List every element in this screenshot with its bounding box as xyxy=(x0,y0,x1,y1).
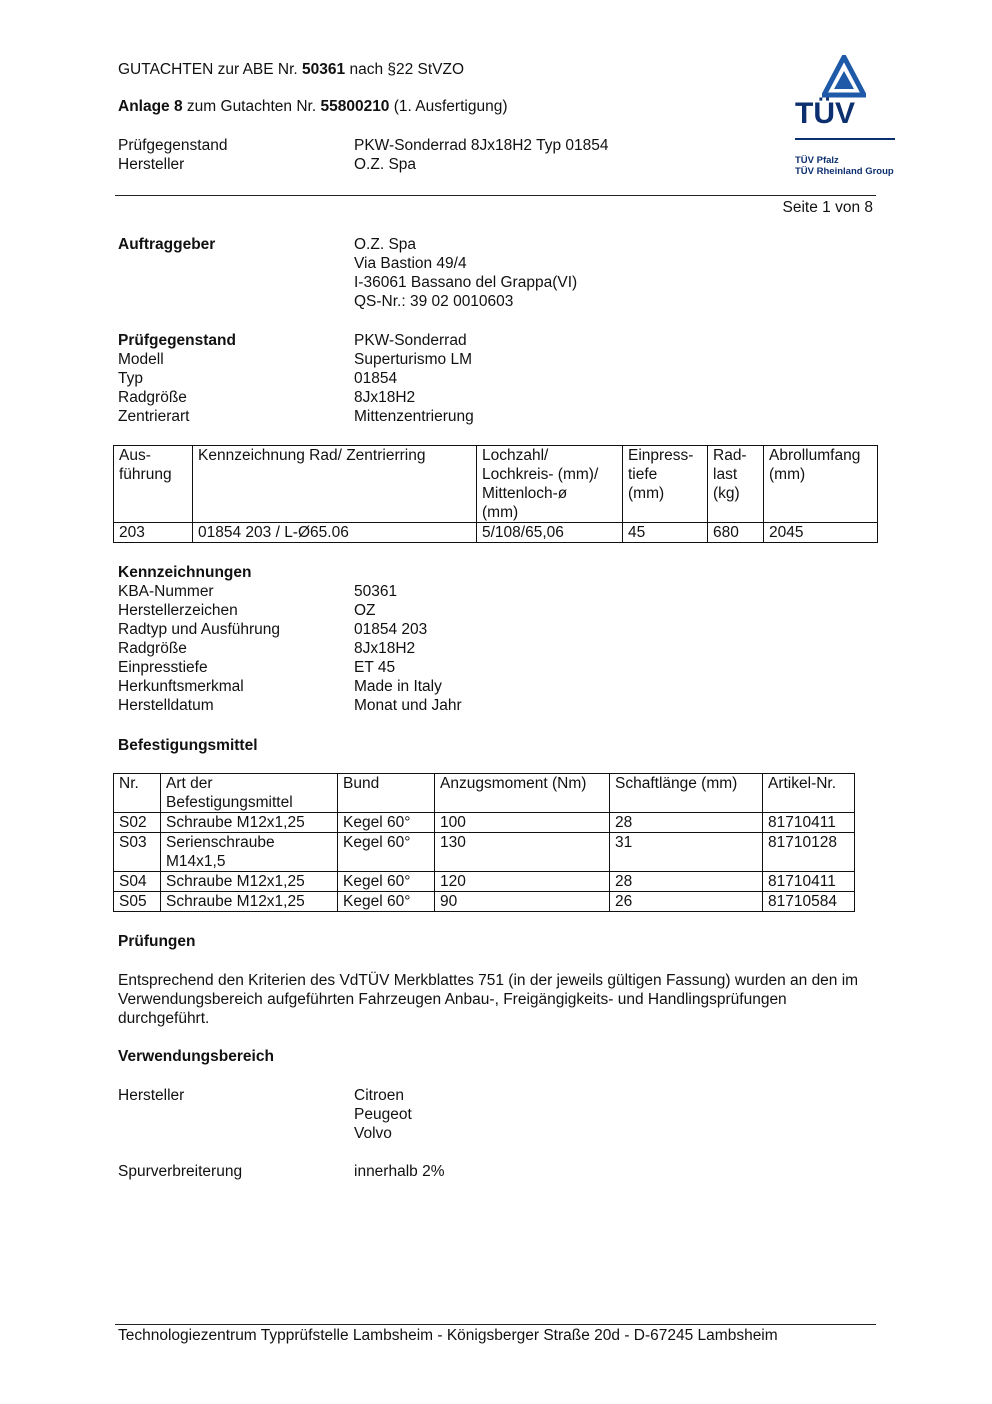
pruefgegenstand-key: Typ xyxy=(118,370,143,387)
kennzeichnung-row xyxy=(118,582,462,601)
pruefgegenstand-value: Mittenzentrierung xyxy=(354,408,474,425)
pruefgegenstand-section xyxy=(118,331,474,426)
header-line-2-mid: zum Gutachten Nr. xyxy=(186,98,317,115)
header-key: Hersteller xyxy=(118,156,185,173)
table-cell: Schraube M12x1,25 xyxy=(161,813,338,833)
table-cell: Kegel 60° xyxy=(338,872,435,892)
table-cell: 45 xyxy=(623,523,708,543)
pruefgegenstand-row xyxy=(118,407,474,426)
pruefgegenstand-value: PKW-Sonderrad xyxy=(354,332,467,349)
header-key: Prüfgegenstand xyxy=(118,137,228,154)
table-cell: 81710411 xyxy=(763,813,855,833)
pruefgegenstand-value: Superturismo LM xyxy=(354,351,473,368)
tuev-logo-line-2: TÜV Rheinland Group xyxy=(795,166,894,177)
auftraggeber-row xyxy=(118,235,577,311)
page-number: Seite 1 von 8 xyxy=(782,199,873,216)
verwendungsbereich-title: Verwendungsbereich xyxy=(118,1048,274,1065)
table-row xyxy=(114,523,878,543)
tuev-logo-line-1: TÜV Pfalz xyxy=(795,155,839,166)
table-row xyxy=(114,872,855,892)
pruefgegenstand-value: 8Jx18H2 xyxy=(354,389,416,406)
table-cell: Kegel 60° xyxy=(338,833,435,872)
hersteller-item: Volvo xyxy=(354,1125,392,1142)
table-cell: 81710411 xyxy=(763,872,855,892)
table-header-cell: Aus- führung xyxy=(114,446,193,523)
footer-text: Technologiezentrum Typprüfstelle Lambsheim - Königsberger Straße 20d - D-67245 Lambsheim xyxy=(118,1327,778,1344)
table-header-cell: Rad- last (kg) xyxy=(708,446,764,523)
tuev-logo-text: TÜV xyxy=(795,97,855,130)
table-header-row xyxy=(114,774,855,813)
pruefgegenstand-key: Zentrierart xyxy=(118,408,190,425)
address-line: O.Z. Spa xyxy=(354,236,417,253)
tuev-logo-triangle-icon xyxy=(822,55,866,99)
tuev-logo-bar xyxy=(795,138,895,140)
befestigung-title: Befestigungsmittel xyxy=(118,737,258,754)
kennzeichnungen-title: Kennzeichnungen xyxy=(118,564,252,581)
table-cell: 120 xyxy=(435,872,610,892)
kennzeichnung-key: KBA-Nummer xyxy=(118,583,214,600)
kennzeichnung-value: OZ xyxy=(354,602,376,619)
table-header-cell: Lochzahl/ Lochkreis- (mm)/ Mittenloch-ø (mm) xyxy=(477,446,623,523)
table-header-cell: Schaftlänge (mm) xyxy=(610,774,763,813)
table-header-row xyxy=(114,446,878,523)
table-cell: 130 xyxy=(435,833,610,872)
befestigung-table xyxy=(113,773,855,912)
table-cell: 100 xyxy=(435,813,610,833)
table-cell: 90 xyxy=(435,892,610,912)
hersteller-list xyxy=(354,1086,412,1143)
kennzeichnung-key: Radtyp und Ausführung xyxy=(118,621,281,638)
kennzeichnung-row xyxy=(118,696,462,715)
pruefgegenstand-row xyxy=(118,350,474,369)
table-row xyxy=(114,892,855,912)
kennzeichnung-row xyxy=(118,601,462,620)
address-line: Via Bastion 49/4 xyxy=(354,255,467,272)
table-header-cell: Abrollumfang (mm) xyxy=(764,446,878,523)
verwendungsbereich-hersteller xyxy=(118,1086,412,1143)
spur-value: innerhalb 2% xyxy=(354,1163,445,1180)
verwendungsbereich-spur xyxy=(118,1162,444,1181)
table-cell: Schraube M12x1,25 xyxy=(161,872,338,892)
table-header-cell: Bund xyxy=(338,774,435,813)
table-cell: S04 xyxy=(114,872,161,892)
table-cell: 5/108/65,06 xyxy=(477,523,623,543)
table-header-cell: Kennzeichnung Rad/ Zentrierring xyxy=(193,446,477,523)
table-cell: Schraube M12x1,25 xyxy=(161,892,338,912)
table-header-cell: Art der Befestigungsmittel xyxy=(161,774,338,813)
kennzeichnung-key: Herkunftsmerkmal xyxy=(118,678,244,695)
kennzeichnung-key: Einpresstiefe xyxy=(118,659,208,676)
table-cell: Kegel 60° xyxy=(338,813,435,833)
kennzeichnung-value: 8Jx18H2 xyxy=(354,640,416,657)
kennzeichnung-value: Monat und Jahr xyxy=(354,697,462,714)
pruefungen-title: Prüfungen xyxy=(118,933,196,950)
table-header-cell: Artikel-Nr. xyxy=(763,774,855,813)
auftraggeber-section xyxy=(118,235,577,311)
anlage-label: Anlage 8 xyxy=(118,98,183,115)
pruefgegenstand-label: Prüfgegenstand xyxy=(118,332,236,349)
kennzeichnung-row xyxy=(118,677,462,696)
tuev-logo-subtitle xyxy=(795,155,894,177)
kennzeichnung-row xyxy=(118,620,462,639)
table-cell: 2045 xyxy=(764,523,878,543)
kennzeichnung-row xyxy=(118,658,462,677)
kennzeichnung-value: Made in Italy xyxy=(354,678,442,695)
header-line-1-prefix: GUTACHTEN zur ABE Nr. xyxy=(118,61,298,78)
kennzeichnung-value: ET 45 xyxy=(354,659,396,676)
gutachten-number: 55800210 xyxy=(320,98,390,115)
hersteller-item: Citroen xyxy=(354,1087,404,1104)
header-line-1 xyxy=(118,60,464,79)
kennzeichnung-value: 50361 xyxy=(354,583,398,600)
pruefgegenstand-row xyxy=(118,331,474,350)
table-cell: 28 xyxy=(610,813,763,833)
kennzeichnung-value: 01854 203 xyxy=(354,621,428,638)
header-line-1-suffix: nach §22 StVZO xyxy=(349,61,465,78)
header-kv-row xyxy=(118,155,608,174)
table-cell: 31 xyxy=(610,833,763,872)
hersteller-item: Peugeot xyxy=(354,1106,412,1123)
table-cell: Serienschraube M14x1,5 xyxy=(161,833,338,872)
verwendung-row xyxy=(118,1086,412,1143)
header-line-2 xyxy=(118,97,507,116)
header-kv xyxy=(118,136,608,174)
pruefgegenstand-value: 01854 xyxy=(354,370,398,387)
table-cell: 28 xyxy=(610,872,763,892)
table-row xyxy=(114,813,855,833)
address-line: I-36061 Bassano del Grappa(VI) xyxy=(354,274,578,291)
auftraggeber-address xyxy=(354,235,577,311)
kennzeichnungen-section xyxy=(118,563,462,715)
kennzeichnung-key: Herstellerzeichen xyxy=(118,602,238,619)
table-cell: 680 xyxy=(708,523,764,543)
header-value: O.Z. Spa xyxy=(354,156,417,173)
kennzeichnung-key: Herstelldatum xyxy=(118,697,214,714)
pruefgegenstand-row xyxy=(118,388,474,407)
hersteller-label: Hersteller xyxy=(118,1087,185,1104)
table-cell: S03 xyxy=(114,833,161,872)
table-cell: 81710128 xyxy=(763,833,855,872)
table-cell: 01854 203 / L-Ø65.06 xyxy=(193,523,477,543)
table-cell: 81710584 xyxy=(763,892,855,912)
pruefgegenstand-key: Radgröße xyxy=(118,389,187,406)
auftraggeber-label: Auftraggeber xyxy=(118,236,216,253)
pruefgegenstand-key: Modell xyxy=(118,351,164,368)
abe-number: 50361 xyxy=(302,61,346,78)
header-line-2-suffix: (1. Ausfertigung) xyxy=(393,98,508,115)
pruefgegenstand-row xyxy=(118,369,474,388)
table-row xyxy=(114,833,855,872)
table-cell: Kegel 60° xyxy=(338,892,435,912)
header-value: PKW-Sonderrad 8Jx18H2 Typ 01854 xyxy=(354,137,609,154)
kennzeichnung-row xyxy=(118,639,462,658)
footer-divider xyxy=(115,1324,876,1325)
table-cell: S05 xyxy=(114,892,161,912)
address-line: QS-Nr.: 39 02 0010603 xyxy=(354,293,514,310)
kennzeichnung-key: Radgröße xyxy=(118,640,187,657)
table-cell: 203 xyxy=(114,523,193,543)
table-header-cell: Anzugsmoment (Nm) xyxy=(435,774,610,813)
pruefungen-text: Entsprechend den Kriterien des VdTÜV Merkblattes 751 (in der jeweils gültigen Fassung) wurden an den im Verwendungsbereich aufgeführten Fahrzeugen Anbau-, Freigängigkeits- und Handlingsprüfungen durchgeführt. xyxy=(118,972,859,1027)
ausfuehrung-table xyxy=(113,445,878,543)
header-kv-row xyxy=(118,136,608,155)
spur-label: Spurverbreiterung xyxy=(118,1163,243,1180)
table-cell: S02 xyxy=(114,813,161,833)
header-divider xyxy=(115,195,876,196)
table-cell: 26 xyxy=(610,892,763,912)
verwendung-row xyxy=(118,1162,444,1181)
table-header-cell: Einpress- tiefe (mm) xyxy=(623,446,708,523)
table-header-cell: Nr. xyxy=(114,774,161,813)
